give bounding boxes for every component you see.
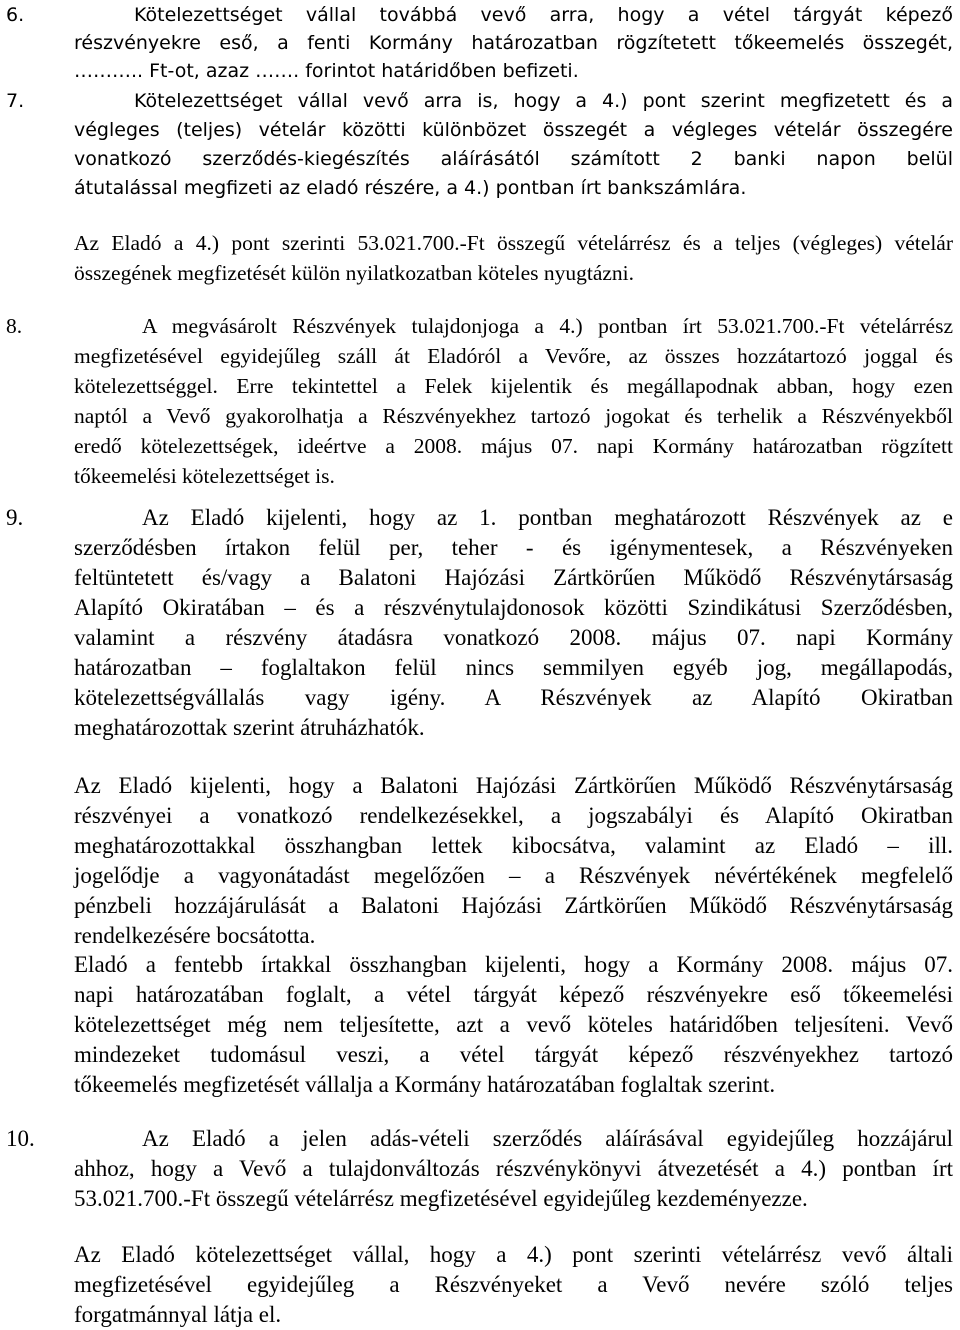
text-line: meghatározottakkal összhangban lettek kibocsátva, valamint az Eladó – ill. [74, 833, 953, 858]
text-line: kötelezettségvállalás vagy igény. A Részvények az Alapító Okiratban [74, 685, 953, 710]
text-line: meghatározottak szerint átruházhatók. [74, 715, 425, 740]
text-line: határozatban – foglaltakon felül nincs semmilyen egyéb jog, megállapodás, [74, 655, 953, 680]
text-line: Az Eladó kötelezettséget vállal, hogy a 4.) pont szerinti vételárrész vevő általi [74, 1242, 953, 1267]
text-line: jogelődje a vagyonátadást megelőzően – a Részvények névértékének megfelelő [74, 863, 953, 888]
text-line: mindezeket tudomásul veszi, a vétel tárgyát képező részvényekhez tartozó [74, 1042, 953, 1067]
text-line: összegének megfizetését külön nyilatkozatban köteles nyugtázni. [74, 261, 635, 285]
text-line: 53.021.700.-Ft összegű vételárrész megfizetésével egyidejűleg kezdeményezze. [74, 1186, 808, 1211]
text-line: ahhoz, hogy a Vevő a tulajdonváltozás részvénykönyvi átvezetését a 4.) pontban írt [74, 1156, 953, 1181]
text-line: megfizetésével egyidejűleg a Részvényeket a Vevő nevére szóló teljes [74, 1272, 953, 1297]
text-line: szerződésben írtakon felül per, teher - és igénymentesek, a Részvényeken [74, 535, 953, 560]
text-line: tőkeemelési kötelezettséget is. [74, 464, 335, 488]
text-line: átutalással megfizeti az eladó részére, a 4.) pontban írt bankszámlára. [74, 177, 747, 199]
text-line: 7. Kötelezettséget vállal vevő arra is, hogy a 4.) pont szerint megfizetett és a [6, 86, 953, 116]
text-line: 10. Az Eladó a jelen adás-vételi szerződés aláírásával egyidejűleg hozzájárul [6, 1124, 953, 1154]
text-line: vonatkozó szerződés-kiegészítés aláírásától számított 2 banki napon belül [74, 148, 953, 170]
text-line: 8. A megvásárolt Részvények tulajdonjoga a 4.) pontban írt 53.021.700.-Ft vételárrész [6, 311, 953, 341]
text-line: ……….. Ft-ot, azaz ……. forintot határidőben befizeti. [74, 60, 579, 82]
text-line: 9. Az Eladó kijelenti, hogy az 1. pontban meghatározott Részvények az e [6, 503, 953, 533]
text-line: részvényekre eső, a fenti Kormány határozatban rögzítetett tőkeemelés összegét, [74, 32, 953, 54]
text-line: valamint a részvény átadásra vonatkozó 2008. május 07. napi Kormány [74, 625, 953, 650]
text-line: tőkeemelés megfizetését vállalja a Kormány határozatában foglaltak szerint. [74, 1072, 776, 1097]
text-line: végleges (teljes) vételár közötti különbözet összegét a végleges vételár összegére [74, 119, 953, 141]
text-line: feltüntetett és/vagy a Balatoni Hajózási Zártkörűen Működő Részvénytársaság [74, 565, 953, 590]
text-line: Alapító Okiratában – és a részvénytulajdonosok közötti Szindikátusi Szerződésben, [74, 595, 953, 620]
text-line: forgatmánnyal látja el. [74, 1302, 282, 1327]
paragraph-number: 8. [6, 314, 23, 338]
text-line: rendelkezésére bocsátotta. [74, 923, 316, 948]
paragraph-number: 9. [6, 505, 24, 530]
text-line: Az Eladó kijelenti, hogy a Balatoni Hajózási Zártkörűen Működő Részvénytársaság [74, 773, 953, 798]
paragraph-number: 7. [6, 90, 25, 112]
text-line: kötelezettséget még nem teljesítette, azt a vevő köteles határidőben teljesíteni. Vevő [74, 1012, 953, 1037]
text-line: eredő kötelezettségek, ideértve a 2008. május 07. napi Kormány határozatban rögzített [74, 434, 953, 458]
text-line: részvényei a vonatkozó rendelkezésekkel, a jogszabályi és Alapító Okiratban [74, 803, 953, 828]
text-line: megfizetésével egyidejűleg száll át Eladóról a Vevőre, az összes hozzátartozó joggal és [74, 344, 953, 368]
text-line: naptól a Vevő gyakorolhatja a Részvényekhez tartozó jogokat és terhelik a Részvényekből [74, 404, 953, 428]
text-line: napi határozatában foglalt, a vétel tárgyát képező részvényekre eső tőkeemelési [74, 982, 953, 1007]
paragraph-number: 10. [6, 1126, 35, 1151]
text-line: 6. Kötelezettséget vállal továbbá vevő arra, hogy a vétel tárgyát képező [6, 0, 953, 30]
text-line: Az Eladó a 4.) pont szerinti 53.021.700.-Ft összegű vételárrész és a teljes (végleges) vételár [74, 231, 953, 255]
text-line: kötelezettséggel. Erre tekintettel a Felek kijelentik és megállapodnak abban, hogy ezen [74, 374, 953, 398]
text-line: pénzbeli hozzájárulását a Balatoni Hajózási Zártkörűen Működő Részvénytársaság [74, 893, 953, 918]
text-line: Eladó a fentebb írtakkal összhangban kijelenti, hogy a Kormány 2008. május 07. [74, 952, 953, 977]
paragraph-number: 6. [6, 4, 25, 26]
